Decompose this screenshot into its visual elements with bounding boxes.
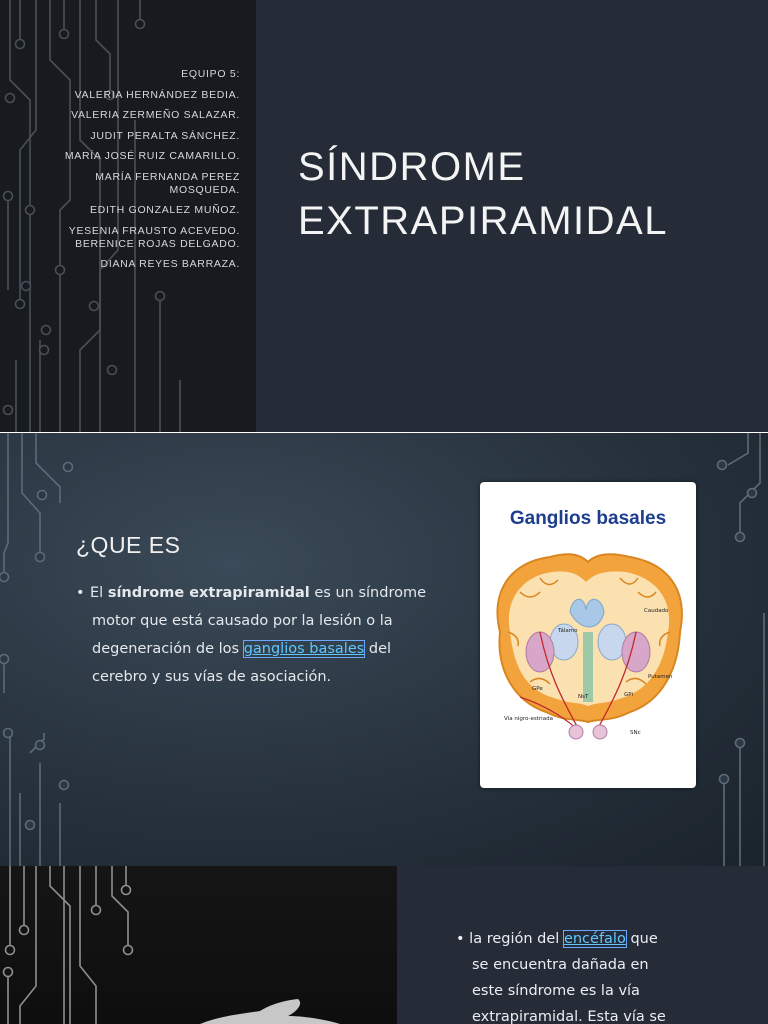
member-name: MARÍA FERNANDA PEREZ [95,170,240,183]
bold-term: síndrome extrapiramidal [107,585,310,601]
slide-heading: ¿QUE ES [76,532,181,558]
bullet-dot: • [76,585,85,601]
definition-slide [0,433,768,866]
text-line: este síndrome es la vía [472,983,640,999]
ganglios-basales-link[interactable]: ganglios basales [243,641,365,657]
hand-photo [0,866,397,1024]
label-snc: SNc [630,730,641,736]
text-run: es un síndrome [309,585,427,601]
member-name: JUDIT PERALTA SÁNCHEZ. [90,129,240,142]
text-line: motor que está causado por la lesión o la [92,613,393,629]
member-name: DIANA REYES BARRAZA. [100,258,240,270]
member-name: MARÍA JOSÉ RUIZ CAMARILLO. [64,150,240,162]
text-line: extrapiramidal. Esta vía se [472,1009,666,1024]
member-name: EDITH GONZALEZ MUÑOZ. [89,204,240,216]
text-run: degeneración de los [92,641,244,657]
label-putamen: Putamen [648,674,673,680]
label-talamo: Tálamo [558,628,578,634]
definition-text [76,579,426,691]
member-name: YESENIA FRAUSTO ACEVEDO. [68,224,240,237]
member-name: MOSQUEDA. [169,183,240,196]
label-gpi: GPi [624,692,633,698]
presentation-title [298,140,668,248]
brain-diagram-card [480,482,696,788]
diagram-title: Ganglios basales [509,508,667,529]
team-label: EQUIPO 5: [181,68,240,80]
circuit-pattern-left [0,433,80,866]
title-line: EXTRAPIRAMIDAL [298,199,668,243]
text-run: que [625,931,658,947]
encefalo-link[interactable]: encéfalo [563,931,626,947]
region-text [456,926,746,1024]
bullet-dot: • [456,931,470,947]
label-gpe: GPe [532,686,543,692]
text-line: cerebro y sus vías de asociación. [92,669,332,685]
title-line: SÍNDROME [298,145,526,189]
text-run: El [90,585,108,601]
circuit-pattern-right [700,433,768,866]
team-credits [0,68,240,279]
member-name: VALERIA HERNÁNDEZ BEDIA. [74,88,240,101]
basal-ganglia-diagram [480,482,696,788]
text-line: se encuentra dañada en [472,957,649,973]
circuit-pattern-photo [0,866,397,1024]
text-run: la región del [469,931,564,947]
title-slide [0,0,768,432]
member-name: BERENICE ROJAS DELGADO. [75,237,240,250]
label-caudado: Caudado [644,608,669,614]
label-via: Vía nigro-estriada [504,716,553,722]
member-name: VALERIA ZERMEÑO SALAZAR. [71,109,240,121]
text-run: del [364,641,392,657]
region-slide [0,866,768,1024]
credits-panel [0,0,256,432]
label-nst: NsT [578,694,589,700]
